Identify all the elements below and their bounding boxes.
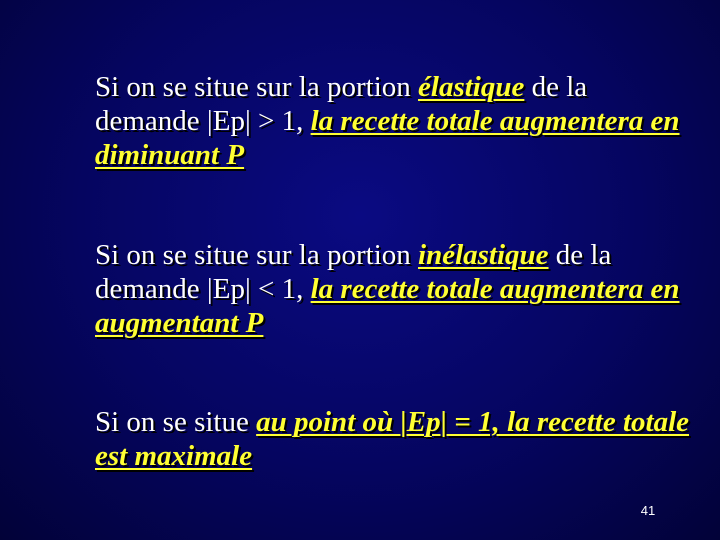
paragraph-intro-text: Si on se situe sur la portion [95,239,419,271]
paragraph-elastic-demand [95,70,695,172]
inelastic-term-highlight: inélastique [418,239,549,271]
conclusion-highlight: au point où |Ep| = 1, la recette totale est maximale [95,406,690,472]
paragraph-unit-elasticity [95,405,695,473]
paragraph-middle-text: de la demande |Ep| < 1, [95,239,612,305]
paragraph-intro-text: Si on se situe sur la portion [95,71,419,103]
paragraph-inelastic-demand [95,238,695,340]
paragraph-intro-text: Si on se situe [95,406,257,438]
conclusion-highlight: la recette totale augmentera en augmentant P [95,273,680,339]
paragraph-middle-text: de la demande |Ep| > 1, [95,71,588,137]
conclusion-highlight: la recette totale augmentera en diminuant P [95,105,680,171]
elastic-term-highlight: élastique [418,71,525,103]
page-number: 41 [640,503,656,518]
